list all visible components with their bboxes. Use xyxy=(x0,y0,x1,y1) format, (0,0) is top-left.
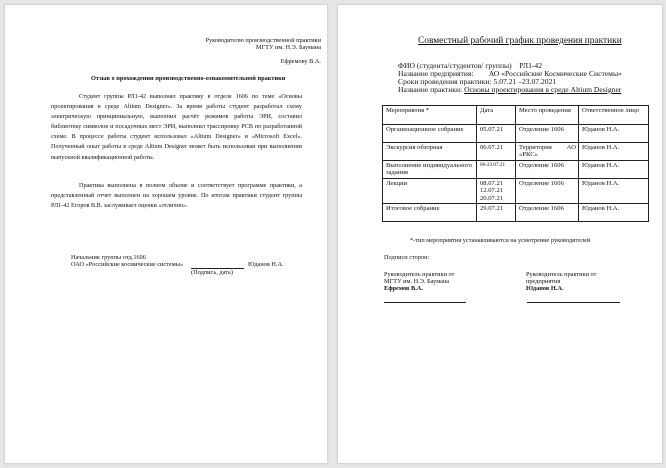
review-title: Отзыв о прохождении производственно-ознакомительной практики xyxy=(91,75,286,82)
header-responsible: Ответственное лицо xyxy=(579,106,649,125)
practice-value: Основы проектирования в среде Altium Designer xyxy=(464,85,622,94)
cell-date: 08.07.21 12.07.21 20.07.21 xyxy=(477,179,516,204)
signatures-label: Подписи сторон: xyxy=(384,254,430,261)
company-value: АО «Российские Космические Системы» xyxy=(488,69,622,78)
sign-left-name: Ефремов В.А. xyxy=(384,285,423,292)
cell-place: Территория АО «РКС» xyxy=(516,143,579,161)
schedule-title: Совместный рабочий график проведения практики xyxy=(418,36,622,46)
cell-event: Итоговое собрание xyxy=(383,204,477,222)
signer-name: Юданов Н.А. xyxy=(248,261,284,268)
footnote: *-тип мероприятия устанавливаются на усмотрение руководителей xyxy=(410,237,591,244)
fio-label: ФИО (студента/студентов/ группы) xyxy=(398,61,512,70)
cell-responsible: Юданов Н.А. xyxy=(579,125,649,143)
cell-date: 06-23.07.21 xyxy=(477,161,516,179)
table-row xyxy=(383,125,649,143)
addressee-line2: МГТУ им. Н.Э. Баумана xyxy=(255,44,321,51)
practice-label: Название практики: xyxy=(398,85,463,94)
sign-right-line2: предприятия xyxy=(526,278,561,285)
sign-right-line1: Руководитель практики от xyxy=(526,271,597,278)
sign-left-line1: Руководитель практики от xyxy=(384,271,455,278)
cell-place: Отделение 1606 xyxy=(516,179,579,204)
header-date: Дата xyxy=(477,106,516,125)
company-label: Название предприятия: xyxy=(398,69,474,78)
cell-date: 05.07.21 xyxy=(477,125,516,143)
page-schedule xyxy=(337,4,663,464)
table-row xyxy=(383,179,649,204)
cell-responsible: Юданов Н.А. xyxy=(579,143,649,161)
table-row xyxy=(383,204,649,222)
header-place: Место проведения xyxy=(516,106,579,125)
cell-event: Лекции xyxy=(383,179,477,204)
schedule-table xyxy=(382,105,649,222)
page-review-letter xyxy=(4,4,328,464)
cell-date: 29.07.21 xyxy=(477,204,516,222)
sign-right-line xyxy=(527,302,620,303)
cell-event: Экскурсия обзорная xyxy=(383,143,477,161)
table-header-row xyxy=(383,106,649,125)
cell-date: 06.07.21 xyxy=(477,143,516,161)
period-label: Сроки проведения практики: xyxy=(398,77,492,86)
cell-place: Отделение 1606 xyxy=(516,161,579,179)
signer-line1: Начальник группы отд.1606 xyxy=(71,254,146,261)
period-value: 5.07.21 –23.07.2021 xyxy=(493,77,557,86)
signer-line2: ОАО «Российские космические системы» xyxy=(71,261,184,268)
addressee-name: Ефремову В.А. xyxy=(280,58,321,65)
header-events: Мероприятия * xyxy=(383,106,477,125)
cell-responsible: Юданов Н.А. xyxy=(579,204,649,222)
cell-place: Отделение 1606 xyxy=(516,204,579,222)
practice-row xyxy=(398,86,621,94)
addressee-line1: Руководителю производственной практики xyxy=(205,37,321,44)
cell-event: Выполнение индивидуального задания xyxy=(383,161,477,179)
cell-responsible: Юданов Н.А. xyxy=(579,161,649,179)
cell-place: Отделение 1606 xyxy=(516,125,579,143)
cell-responsible: Юданов Н.А. xyxy=(579,179,649,204)
cell-event: Организационное собрание xyxy=(383,125,477,143)
table-row xyxy=(383,143,649,161)
review-paragraph-2: Практика выполнена в полном объеме и соответствует программе практики, а представленный отчет выполнен на хорошем уровне. По итогам практики студент группы РЛ1-42 Егоров В.В. заслуживает оценки «отлично». xyxy=(51,182,302,210)
sign-right-name: Юданов Н.А. xyxy=(526,285,564,292)
sign-left-line xyxy=(384,302,466,303)
sign-left-line2: МГТУ им. Н.Э. Баумана xyxy=(384,278,450,285)
fio-value: РЛ1-42 xyxy=(519,61,542,70)
table-row xyxy=(383,161,649,179)
signature-caption: (Подпись, дата) xyxy=(191,269,233,276)
review-paragraph-1: Студент группы РЛ1-42 выполнял практику в отделе 1606 по теме «Основы проектирования в среде Altium Designer». За время работы студент разработал схему электрическую принципиальную, выполнил расчёт режимов работы ЭРИ, составил библиотеку символов и посадочных мест ЭРИ, выполнил трассировку PCB по разработанной схеме. В процессе работы студент использовал «Altium Designer» и «Microsoft Excel». Полученный опыт работы в среде Altium Designer может быть использован при выполнении выпускной квалификационной работы. xyxy=(51,93,302,161)
